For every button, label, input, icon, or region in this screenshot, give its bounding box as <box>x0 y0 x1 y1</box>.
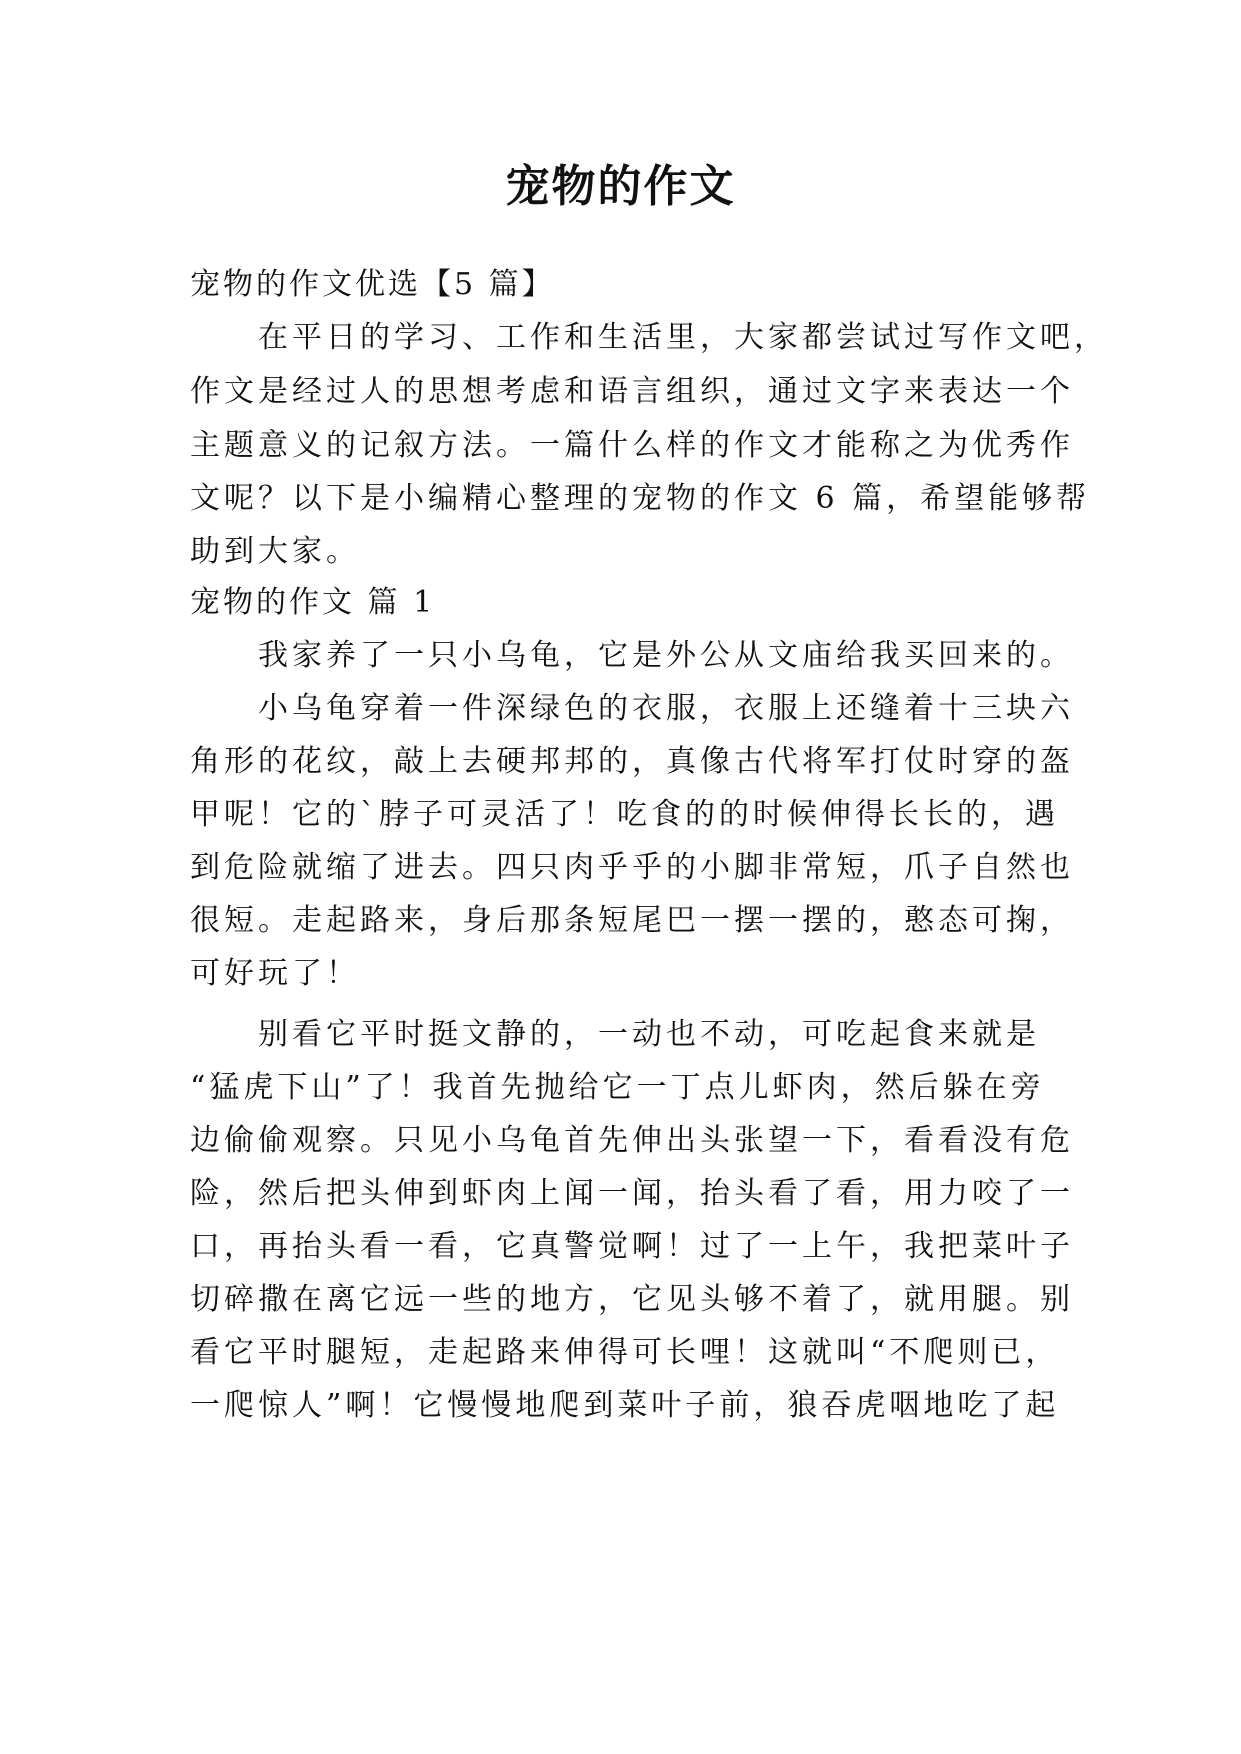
section-heading: 宠物的作文 篇 1 <box>190 585 436 620</box>
page-title: 宠物的作文 <box>505 161 736 212</box>
document-subtitle: 宠物的作文优选【5 篇】 <box>190 267 555 302</box>
paragraph-line: 我家养了一只小乌龟，它是外公从文庙给我买回来的。 <box>258 638 1074 673</box>
paragraph-line: 很短。走起路来，身后那条短尾巴一摆一摆的，憨态可掬， <box>190 903 1074 938</box>
paragraph-line: 可好玩了！ <box>190 956 360 991</box>
paragraph-line: 一爬惊人”啊！它慢慢地爬到菜叶子前，狼吞虎咽地吃了起 <box>190 1388 1060 1423</box>
paragraph-line: 到危险就缩了进去。四只肉乎乎的小脚非常短，爪子自然也 <box>190 850 1074 885</box>
paragraph-line: 边偷偷观察。只见小乌龟首先伸出头张望一下，看看没有危 <box>190 1123 1074 1158</box>
intro-line: 在平日的学习、工作和生活里，大家都尝试过写作文吧， <box>258 320 1108 355</box>
paragraph-line: “猛虎下山”了！我首先抛给它一丁点儿虾肉，然后躲在旁 <box>190 1070 1045 1105</box>
intro-line: 作文是经过人的思想考虑和语言组织，通过文字来表达一个 <box>190 374 1074 409</box>
intro-line: 主题意义的记叙方法。一篇什么样的作文才能称之为优秀作 <box>190 428 1074 463</box>
paragraph-line: 小乌龟穿着一件深绿色的衣服，衣服上还缝着十三块六 <box>258 691 1074 726</box>
paragraph-line: 险，然后把头伸到虾肉上闻一闻，抬头看了看，用力咬了一 <box>190 1176 1074 1211</box>
paragraph-line: 看它平时腿短，走起路来伸得可长哩！这就叫“不爬则已， <box>190 1335 1060 1370</box>
paragraph-line: 甲呢！它的`脖子可灵活了！吃食的的时候伸得长长的，遇 <box>190 797 1059 832</box>
paragraph-line: 口，再抬头看一看，它真警觉啊！过了一上午，我把菜叶子 <box>190 1229 1074 1264</box>
paragraph-line: 别看它平时挺文静的，一动也不动，可吃起食来就是 <box>258 1017 1040 1052</box>
intro-line: 文呢？以下是小编精心整理的宠物的作文 6 篇，希望能够帮 <box>190 481 1091 516</box>
paragraph-line: 切碎撒在离它远一些的地方，它见头够不着了，就用腿。别 <box>190 1282 1074 1317</box>
paragraph-line: 角形的花纹，敲上去硬邦邦的，真像古代将军打仗时穿的盔 <box>190 744 1074 779</box>
intro-line: 助到大家。 <box>190 534 360 569</box>
